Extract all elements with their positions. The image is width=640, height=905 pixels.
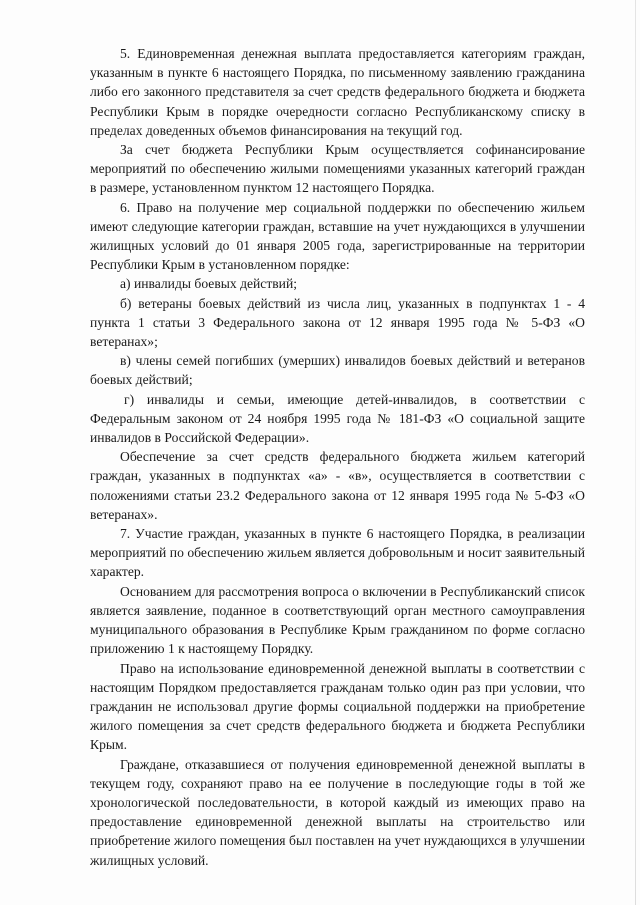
paragraph-right-once: Право на использование единовременной денежной выплаты в соответствии с настоящим Порядком предоставляется гражданам только один раз при условии, что гражданин не использовал другие формы социальной поддержки на приобретение жилого помещения за счет средств федерального бюджета и бюджета Республики Крым. <box>90 660 585 753</box>
list-item-b: б) ветераны боевых действий из числа лиц, указанных в подпунктах 1 - 4 пункта 1 статьи 3 Федерального закона от 12 января 1995 года № 5-ФЗ «О ветеранах»; <box>90 295 585 350</box>
paragraph-6: 6. Право на получение мер социальной поддержки по обеспечению жильем имеют следующие категории граждан, вставшие на учет нуждающихся в улучшении жилищных условий до 01 января 2005 года, зарегистрированные на территории Республики Крым в установленном порядке: <box>90 199 585 273</box>
paragraph-cofinancing: За счет бюджета Республики Крым осуществляется софинансирование мероприятий по обеспечению жилыми помещениями указанных категорий граждан в размере, установленном пунктом 12 настоящего Порядка. <box>90 142 585 196</box>
paragraph-5: 5. Единовременная денежная выплата предоставляется категориям граждан, указанным в пункте 6 настоящего Порядка, по письменному заявлению гражданина либо его законного представителя за счет средств федерального бюджета и бюджета Республики Крым в порядке очередности согласно Республиканскому списку в пределах доведенных объемов финансирования на текущий год. <box>90 46 585 138</box>
paragraph-basis: Основанием для рассмотрения вопроса о включении в Республиканский список является заявление, поданное в соответствующий орган местного самоуправления муниципального образования в Республике Крым гражданином по форме согласно приложению 1 к настоящему Порядку. <box>90 583 585 657</box>
paragraph-7: 7. Участие граждан, указанных в пункте 6 настоящего Порядка, в реализации мероприятий по обеспечению жильем является добровольным и носит заявительный характер. <box>90 526 585 580</box>
list-item-g: г) инвалиды и семьи, имеющие детей-инвалидов, в соответствии с Федеральным законом от 24 ноября 1995 года № 181-ФЗ «О социальной защите инвалидов в Российской Федерации». <box>90 391 585 446</box>
paragraph-federal-provision: Обеспечение за счет средств федерального бюджета жильем категорий граждан, указанных в подпунктах «а» - «в», осуществляется в соответствии с положениями статьи 23.2 Федерального закона от 12 января 1995 года № 5-ФЗ «О ветеранах». <box>90 449 585 522</box>
document-body <box>90 44 585 870</box>
list-item-v: в) члены семей погибших (умерших) инвалидов боевых действий и ветеранов боевых действий; <box>90 353 585 388</box>
scan-edge-shadow <box>635 0 636 905</box>
list-item-a: а) инвалиды боевых действий; <box>120 276 298 292</box>
paragraph-refused: Граждане, отказавшиеся от получения единовременной денежной выплаты в текущем году, сохраняют право на ее получение в последующие годы в той же хронологической последовательности, в которой каждый из имеющих право на предоставление единовременной денежной выплаты на строительство или приобретение жилого помещения был поставлен на учет нуждающихся в улучшении жилищных условий. <box>90 756 585 868</box>
